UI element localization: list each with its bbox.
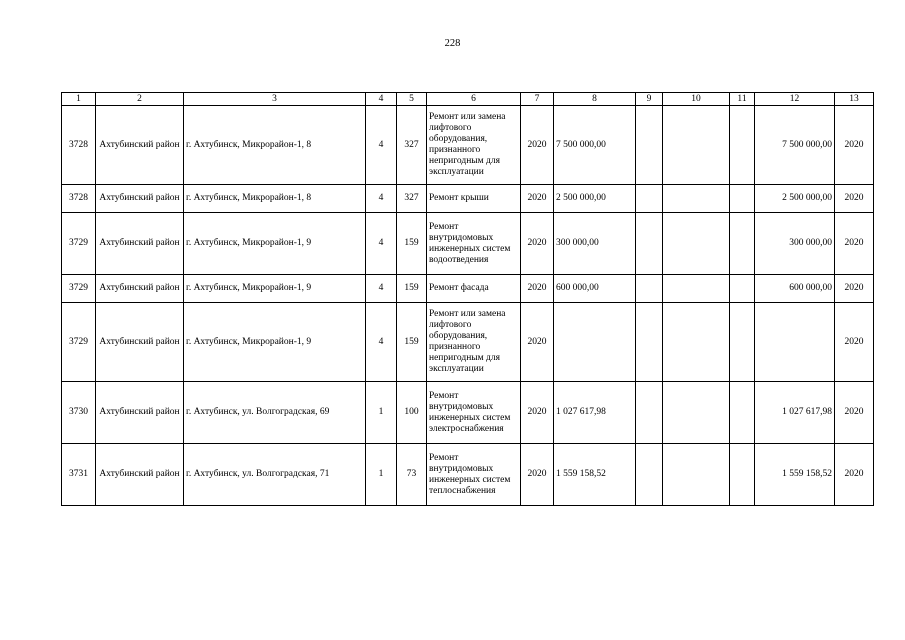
area: 159 bbox=[397, 275, 427, 303]
district: Ахтубинский район bbox=[96, 106, 184, 185]
table-row bbox=[62, 444, 874, 506]
col-11 bbox=[730, 213, 755, 275]
col-header: 11 bbox=[730, 93, 755, 106]
col-header: 5 bbox=[397, 93, 427, 106]
col-11 bbox=[730, 444, 755, 506]
col-10 bbox=[663, 185, 730, 213]
col-10 bbox=[663, 303, 730, 382]
end-year: 2020 bbox=[835, 213, 874, 275]
object-id: 3731 bbox=[62, 444, 96, 506]
col-9 bbox=[636, 185, 663, 213]
col-header: 3 bbox=[184, 93, 366, 106]
total-cost: 300 000,00 bbox=[554, 213, 636, 275]
district: Ахтубинский район bbox=[96, 444, 184, 506]
district: Ахтубинский район bbox=[96, 213, 184, 275]
work-type: Ремонт внутридомовых инженерных систем электроснабжения bbox=[427, 382, 521, 444]
year: 2020 bbox=[521, 275, 554, 303]
col-header: 2 bbox=[96, 93, 184, 106]
repair-register-table bbox=[61, 92, 874, 506]
col-9 bbox=[636, 213, 663, 275]
area: 327 bbox=[397, 106, 427, 185]
col-10 bbox=[663, 106, 730, 185]
total-cost: 600 000,00 bbox=[554, 275, 636, 303]
area: 73 bbox=[397, 444, 427, 506]
address: г. Ахтубинск, Микрорайон-1, 9 bbox=[184, 303, 366, 382]
table-row bbox=[62, 213, 874, 275]
fund-cost: 1 027 617,98 bbox=[755, 382, 835, 444]
end-year: 2020 bbox=[835, 106, 874, 185]
address: г. Ахтубинск, Микрорайон-1, 9 bbox=[184, 275, 366, 303]
col-header: 8 bbox=[554, 93, 636, 106]
col-header: 6 bbox=[427, 93, 521, 106]
end-year: 2020 bbox=[835, 444, 874, 506]
col-header: 13 bbox=[835, 93, 874, 106]
column-number-row bbox=[62, 93, 874, 106]
year: 2020 bbox=[521, 213, 554, 275]
col-header: 7 bbox=[521, 93, 554, 106]
floors: 4 bbox=[366, 106, 397, 185]
end-year: 2020 bbox=[835, 185, 874, 213]
col-9 bbox=[636, 382, 663, 444]
col-header: 4 bbox=[366, 93, 397, 106]
end-year: 2020 bbox=[835, 303, 874, 382]
col-header: 12 bbox=[755, 93, 835, 106]
district: Ахтубинский район bbox=[96, 275, 184, 303]
fund-cost bbox=[755, 303, 835, 382]
total-cost: 7 500 000,00 bbox=[554, 106, 636, 185]
area: 159 bbox=[397, 303, 427, 382]
col-11 bbox=[730, 106, 755, 185]
col-10 bbox=[663, 444, 730, 506]
total-cost: 1 027 617,98 bbox=[554, 382, 636, 444]
table-row bbox=[62, 382, 874, 444]
object-id: 3729 bbox=[62, 213, 96, 275]
floors: 4 bbox=[366, 303, 397, 382]
fund-cost: 300 000,00 bbox=[755, 213, 835, 275]
work-type: Ремонт или замена лифтового оборудования, признанного непригодным для эксплуатации bbox=[427, 303, 521, 382]
address: г. Ахтубинск, ул. Волгоградская, 69 bbox=[184, 382, 366, 444]
col-header: 9 bbox=[636, 93, 663, 106]
floors: 1 bbox=[366, 382, 397, 444]
col-9 bbox=[636, 444, 663, 506]
total-cost: 1 559 158,52 bbox=[554, 444, 636, 506]
floors: 4 bbox=[366, 213, 397, 275]
address: г. Ахтубинск, ул. Волгоградская, 71 bbox=[184, 444, 366, 506]
page-number: 228 bbox=[444, 38, 461, 49]
total-cost: 2 500 000,00 bbox=[554, 185, 636, 213]
col-header: 1 bbox=[62, 93, 96, 106]
floors: 4 bbox=[366, 275, 397, 303]
total-cost bbox=[554, 303, 636, 382]
year: 2020 bbox=[521, 382, 554, 444]
district: Ахтубинский район bbox=[96, 185, 184, 213]
table-row bbox=[62, 106, 874, 185]
col-10 bbox=[663, 275, 730, 303]
address: г. Ахтубинск, Микрорайон-1, 8 bbox=[184, 106, 366, 185]
work-type: Ремонт внутридомовых инженерных систем водоотведения bbox=[427, 213, 521, 275]
object-id: 3728 bbox=[62, 185, 96, 213]
end-year: 2020 bbox=[835, 382, 874, 444]
address: г. Ахтубинск, Микрорайон-1, 8 bbox=[184, 185, 366, 213]
col-11 bbox=[730, 382, 755, 444]
col-11 bbox=[730, 303, 755, 382]
fund-cost: 7 500 000,00 bbox=[755, 106, 835, 185]
table-row bbox=[62, 303, 874, 382]
col-9 bbox=[636, 275, 663, 303]
floors: 1 bbox=[366, 444, 397, 506]
object-id: 3729 bbox=[62, 303, 96, 382]
col-header: 10 bbox=[663, 93, 730, 106]
district: Ахтубинский район bbox=[96, 382, 184, 444]
fund-cost: 2 500 000,00 bbox=[755, 185, 835, 213]
object-id: 3728 bbox=[62, 106, 96, 185]
work-type: Ремонт крыши bbox=[427, 185, 521, 213]
col-11 bbox=[730, 185, 755, 213]
year: 2020 bbox=[521, 185, 554, 213]
work-type: Ремонт внутридомовых инженерных систем теплоснабжения bbox=[427, 444, 521, 506]
col-9 bbox=[636, 303, 663, 382]
work-type: Ремонт или замена лифтового оборудования, признанного непригодным для эксплуатации bbox=[427, 106, 521, 185]
table-row bbox=[62, 185, 874, 213]
col-9 bbox=[636, 106, 663, 185]
year: 2020 bbox=[521, 106, 554, 185]
end-year: 2020 bbox=[835, 275, 874, 303]
object-id: 3730 bbox=[62, 382, 96, 444]
year: 2020 bbox=[521, 444, 554, 506]
floors: 4 bbox=[366, 185, 397, 213]
address: г. Ахтубинск, Микрорайон-1, 9 bbox=[184, 213, 366, 275]
area: 327 bbox=[397, 185, 427, 213]
col-10 bbox=[663, 382, 730, 444]
area: 159 bbox=[397, 213, 427, 275]
object-id: 3729 bbox=[62, 275, 96, 303]
col-11 bbox=[730, 275, 755, 303]
table-row bbox=[62, 275, 874, 303]
fund-cost: 1 559 158,52 bbox=[755, 444, 835, 506]
fund-cost: 600 000,00 bbox=[755, 275, 835, 303]
year: 2020 bbox=[521, 303, 554, 382]
area: 100 bbox=[397, 382, 427, 444]
col-10 bbox=[663, 213, 730, 275]
district: Ахтубинский район bbox=[96, 303, 184, 382]
work-type: Ремонт фасада bbox=[427, 275, 521, 303]
